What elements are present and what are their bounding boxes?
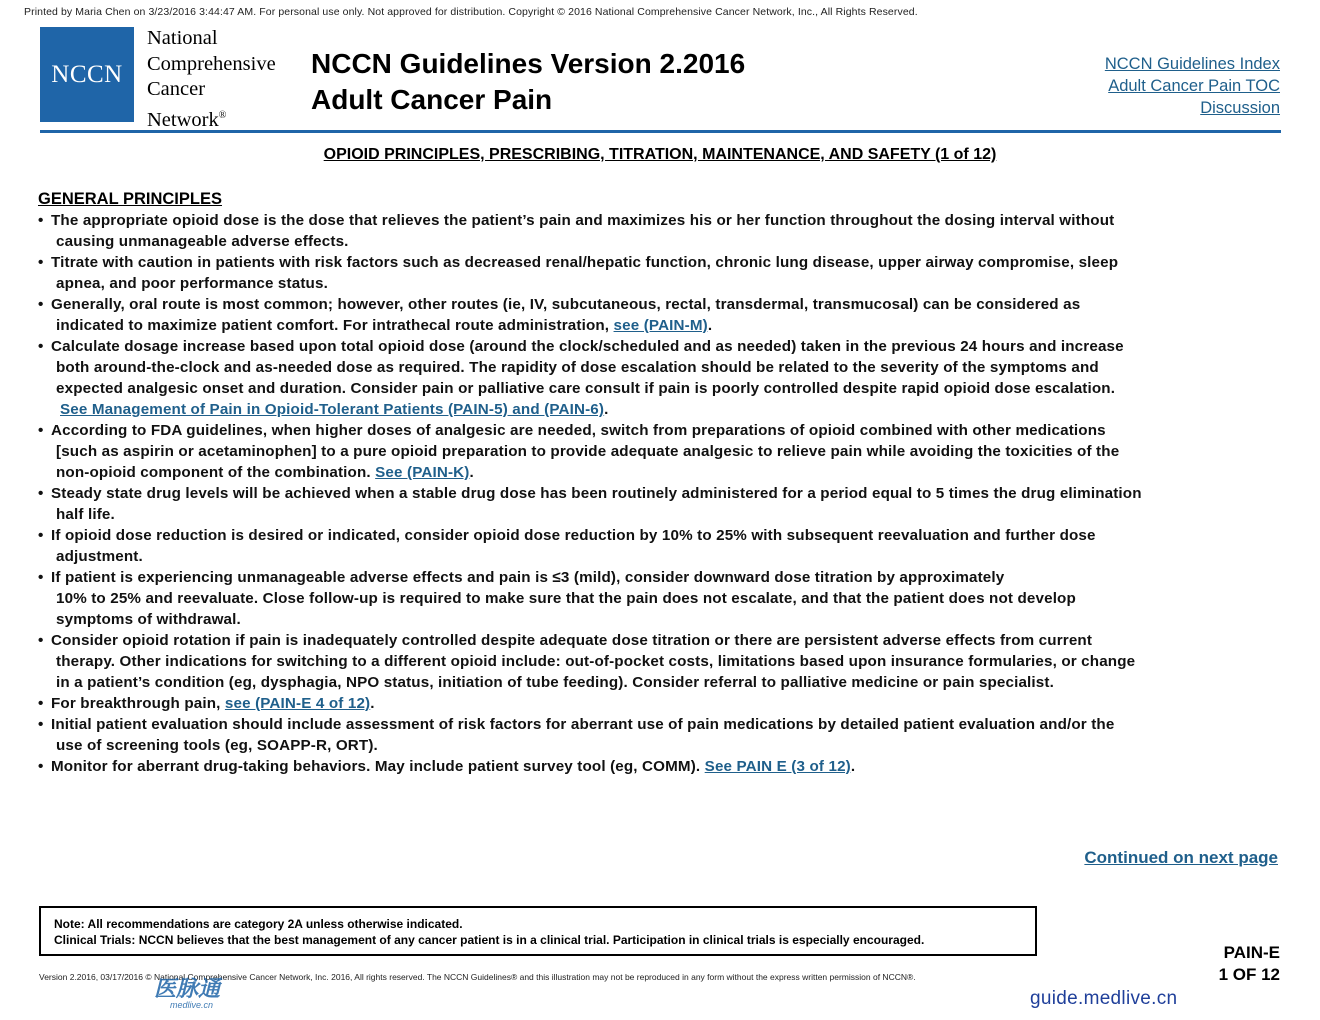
page-identifier: [1219, 942, 1280, 986]
bullet-text: use of screening tools (eg, SOAPP-R, ORT).: [56, 737, 378, 754]
discussion-link[interactable]: Discussion: [1200, 99, 1280, 117]
bullet-text: For breakthrough pain,: [51, 695, 225, 712]
bullet-text: 10% to 25% and reevaluate. Close follow-up is required to make sure that the pain does not escalate, and that the patient does not develop: [56, 590, 1076, 607]
logo-abbr: NCCN: [51, 60, 123, 88]
list-item: [38, 693, 1283, 714]
page-number: 1 OF 12: [1218, 965, 1280, 984]
bullet-text: apnea, and poor performance status.: [56, 275, 328, 292]
bullet-text: non-opioid component of the combination.: [56, 464, 376, 481]
continued-next-page-link[interactable]: Continued on next page: [1084, 848, 1278, 867]
nav-links: [1105, 53, 1280, 119]
note-box: [39, 906, 1037, 956]
list-item: [38, 210, 1283, 252]
bullet-text: causing unmanageable adverse effects.: [56, 233, 349, 250]
list-item: [38, 756, 1283, 777]
pain-e-3-link[interactable]: See PAIN E (3 of 12): [704, 758, 851, 775]
print-notice: Printed by Maria Chen on 3/23/2016 3:44:47 AM. For personal use only. Not approved for distribution. Copyright © 2016 National Comprehensive Cancer Network, Inc., All Rights Reserved.: [24, 6, 918, 18]
bullet-text: .: [370, 695, 375, 712]
bullet-text: .: [469, 464, 474, 481]
general-principles-heading: GENERAL PRINCIPLES: [38, 190, 222, 208]
list-item: [38, 294, 1283, 336]
bullet-text: Consider opioid rotation if pain is inadequately controlled despite adequate dose titration or there are persistent adverse effects from current: [51, 632, 1093, 649]
bullet-text: therapy. Other indications for switching to a different opioid include: out-of-pocket costs, limitations based upon insurance formularies, or change: [56, 653, 1136, 670]
title-topic: Adult Cancer Pain: [311, 84, 553, 115]
note-categories: Note: All recommendations are category 2A unless otherwise indicated.: [54, 917, 463, 931]
bullet-text: in a patient’s condition (eg, dysphagia, NPO status, initiation of tube feeding). Consider referral to palliative medicine or pain specialist.: [56, 674, 1054, 691]
page-title: [311, 46, 745, 118]
bullet-text: expected analgesic onset and duration. Consider pain or palliative care consult if pain is poorly controlled despite rapid opioid dose escalation.: [56, 380, 1116, 397]
logo-line-2: Comprehensive: [147, 52, 276, 75]
bullet-text: Calculate dosage increase based upon total opioid dose (around the clock/scheduled and as needed) taken in the previous 24 hours and increase: [51, 338, 1124, 355]
bullet-text: .: [850, 758, 856, 775]
bullet-text: Generally, oral route is most common; however, other routes (ie, IV, subcutaneous, rectal, transdermal, transmucosal) can be considered as: [51, 296, 1081, 313]
page-code: PAIN-E: [1223, 943, 1280, 962]
pain-e-4-link[interactable]: see (PAIN-E 4 of 12): [224, 695, 371, 712]
bullet-text: [such as aspirin or acetaminophen] to a pure opioid preparation to provide adequate analgesic to relieve pain while avoiding the toxicities of the: [56, 443, 1120, 460]
nccn-logo: [40, 27, 134, 122]
pain-k-link[interactable]: See (PAIN-K): [375, 464, 470, 481]
bullet-text: .: [707, 317, 713, 334]
list-item: [38, 420, 1283, 483]
toc-link[interactable]: Adult Cancer Pain TOC: [1108, 77, 1280, 95]
title-version: NCCN Guidelines Version 2.2016: [311, 48, 746, 79]
section-title: OPIOID PRINCIPLES, PRESCRIBING, TITRATION, MAINTENANCE, AND SAFETY (1 of 12): [323, 146, 997, 163]
bullet-text: symptoms of withdrawal.: [56, 611, 241, 628]
bullet-text: half life.: [56, 506, 115, 523]
opioid-tolerant-link[interactable]: See Management of Pain in Opioid-Tolerant Patients (PAIN-5) and (PAIN-6): [60, 401, 605, 418]
bullet-text: If opioid dose reduction is desired or indicated, consider opioid dose reduction by 10% to 25% with subsequent reevaluation and further dose: [51, 527, 1096, 544]
watermark-logo-text: 医脉通: [154, 976, 221, 1001]
pain-m-link[interactable]: see (PAIN-M): [613, 317, 708, 334]
list-item: [38, 714, 1283, 756]
guidelines-index-link[interactable]: NCCN Guidelines Index: [1104, 55, 1280, 73]
bullet-text: Titrate with caution in patients with risk factors such as decreased renal/hepatic function, chronic lung disease, upper airway compromise, sleep: [51, 254, 1119, 271]
site-watermark: guide.medlive.cn: [1030, 988, 1178, 1009]
logo-wordmark: [147, 26, 276, 133]
logo-line-4: Network: [147, 108, 219, 131]
bullet-text: Steady state drug levels will be achieved when a stable drug dose has been routinely administered for a period equal to 5 times the drug elimination: [51, 485, 1142, 502]
registered-mark: ®: [218, 109, 227, 121]
general-principles-section: [38, 190, 1283, 777]
bullet-text: .: [604, 401, 609, 418]
note-clinical-trials: Clinical Trials: NCCN believes that the best management of any cancer patient is in a clinical trial. Participation in clinical trials is especially encouraged.: [54, 933, 925, 947]
list-item: [38, 483, 1283, 525]
list-item: [38, 336, 1283, 420]
list-item: [38, 630, 1283, 693]
header-divider: [40, 130, 1281, 133]
bullet-text: According to FDA guidelines, when higher doses of analgesic are needed, switch from preparations of opioid combined with other medications: [51, 422, 1106, 439]
footer-copyright: Version 2.2016, 03/17/2016 © National Comprehensive Cancer Network, Inc. 2016, All rights reserved. The NCCN Guidelines® and this illustration may not be reproduced in any form without the express written permission of NCCN®.: [39, 972, 916, 982]
bullet-text: The appropriate opioid dose is the dose that relieves the patient’s pain and maximizes his or her function throughout the dosing interval without: [51, 212, 1115, 229]
watermark-logo-sub: medlive.cn: [170, 1000, 214, 1010]
bullet-text: adjustment.: [56, 548, 143, 565]
bullet-text: If patient is experiencing unmanageable adverse effects and pain is ≤3 (mild), consider downward dose titration by approximately: [51, 569, 1005, 586]
bullet-text: Initial patient evaluation should include assessment of risk factors for aberrant use of pain medications by detailed patient evaluation and/or the: [51, 716, 1115, 733]
bullet-text: indicated to maximize patient comfort. For intrathecal route administration,: [56, 317, 614, 334]
medlive-watermark-logo: [148, 972, 258, 1012]
bullet-text: both around-the-clock and as-needed dose as required. The rapidity of dose escalation should be related to the severity of the symptoms and: [56, 359, 1099, 376]
bullet-text: Monitor for aberrant drug-taking behaviors. May include patient survey tool (eg, COMM).: [51, 758, 705, 775]
list-item: [38, 252, 1283, 294]
list-item: [38, 567, 1283, 630]
logo-line-3: Cancer: [147, 78, 206, 100]
list-item: [38, 525, 1283, 567]
principles-list: [38, 210, 1283, 777]
logo-line-1: National: [147, 27, 218, 49]
